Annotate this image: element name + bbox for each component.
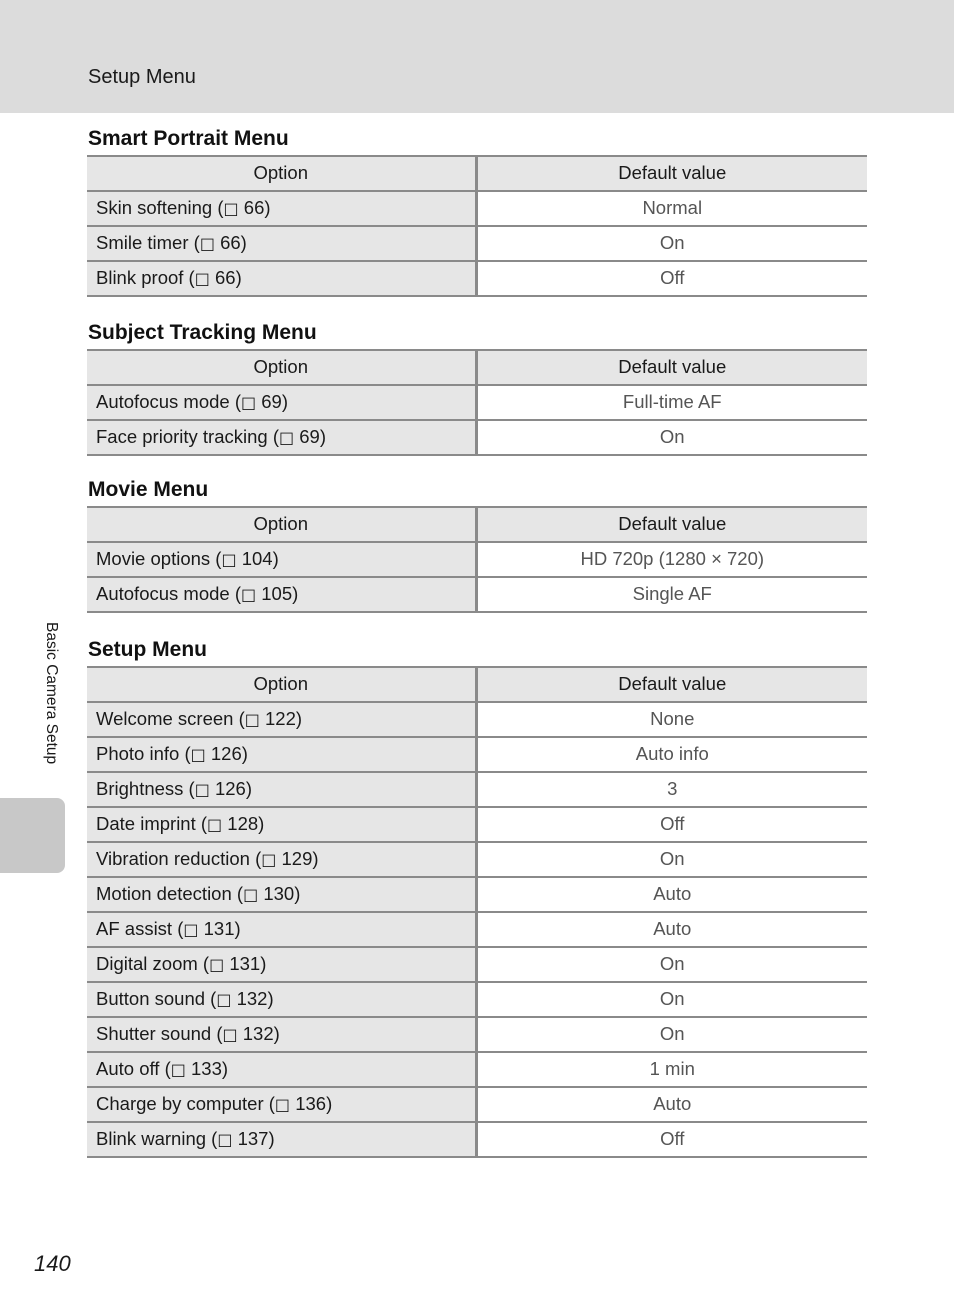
header-band — [0, 0, 954, 113]
option-label: Smile timer ( — [96, 232, 200, 254]
option-label: Button sound ( — [96, 988, 217, 1010]
closing-paren: ) — [264, 197, 271, 219]
column-header-default-value: Default value — [476, 156, 867, 191]
book-reference-icon: □ — [261, 850, 277, 870]
column-header-option: Option — [87, 667, 476, 702]
column-header-default-value: Default value — [476, 350, 867, 385]
option-label: Photo info ( — [96, 743, 191, 765]
closing-paren: ) — [240, 232, 247, 254]
option-label: Motion detection ( — [96, 883, 244, 905]
page-reference: 66 — [243, 197, 265, 219]
page-number: 140 — [34, 1251, 71, 1276]
settings-section — [87, 320, 867, 456]
running-header-title: Setup Menu — [88, 66, 196, 88]
option-cell — [87, 385, 476, 420]
table-row — [87, 1017, 867, 1052]
table-row — [87, 807, 867, 842]
closing-paren: ) — [312, 848, 319, 870]
option-label: Date imprint ( — [96, 813, 208, 835]
table-row — [87, 226, 867, 261]
option-cell — [87, 982, 476, 1017]
column-header-default-value: Default value — [476, 667, 867, 702]
table-row — [87, 385, 867, 420]
table-row — [87, 1087, 867, 1122]
table-row — [87, 877, 867, 912]
default-value-cell: Off — [476, 807, 867, 842]
table-header-row — [87, 507, 867, 542]
settings-section — [87, 637, 867, 1158]
default-value-cell: Full-time AF — [476, 385, 867, 420]
table-header-row — [87, 156, 867, 191]
table-row — [87, 191, 867, 226]
option-cell — [87, 1087, 476, 1122]
option-label: Blink proof ( — [96, 267, 195, 289]
table-header-row — [87, 350, 867, 385]
defaults-table — [87, 349, 867, 456]
defaults-table — [87, 506, 867, 613]
side-tab-marker — [0, 798, 65, 873]
table-row — [87, 577, 867, 612]
closing-paren: ) — [326, 1093, 333, 1115]
option-cell — [87, 842, 476, 877]
option-cell — [87, 912, 476, 947]
option-cell — [87, 1122, 476, 1157]
page-reference: 133 — [191, 1058, 222, 1080]
book-reference-icon: □ — [190, 745, 206, 765]
option-label: Charge by computer ( — [96, 1093, 275, 1115]
default-value-cell: Auto info — [476, 737, 867, 772]
table-row — [87, 420, 867, 455]
settings-section — [87, 477, 867, 613]
default-value-cell: Single AF — [476, 577, 867, 612]
page-reference: 137 — [237, 1128, 269, 1150]
closing-paren: ) — [241, 743, 248, 765]
option-label: Autofocus mode ( — [96, 583, 241, 605]
table-row — [87, 737, 867, 772]
page-reference: 66 — [220, 232, 241, 254]
option-label: Autofocus mode ( — [96, 391, 241, 413]
default-value-cell: Auto — [476, 912, 867, 947]
default-value-cell: Auto — [476, 877, 867, 912]
section-title: Movie Menu — [88, 478, 209, 501]
page-reference: 128 — [227, 813, 259, 835]
default-value-cell: HD 720p (1280 × 720) — [476, 542, 867, 577]
default-value-cell: On — [476, 842, 867, 877]
page-reference: 122 — [265, 708, 296, 730]
option-cell — [87, 807, 476, 842]
book-reference-icon: □ — [199, 234, 215, 254]
option-cell — [87, 420, 476, 455]
default-value-cell: Off — [476, 261, 867, 296]
option-cell — [87, 191, 476, 226]
defaults-table — [87, 155, 867, 297]
book-reference-icon: □ — [207, 815, 223, 835]
page-reference: 126 — [214, 778, 246, 800]
option-label: Movie options ( — [96, 548, 222, 570]
option-cell — [87, 542, 476, 577]
option-label: Brightness ( — [96, 778, 195, 800]
table-row — [87, 912, 867, 947]
option-cell — [87, 226, 476, 261]
book-reference-icon: □ — [243, 885, 259, 905]
page-reference: 126 — [210, 743, 242, 765]
default-value-cell: Off — [476, 1122, 867, 1157]
table-row — [87, 1052, 867, 1087]
book-reference-icon: □ — [279, 428, 295, 448]
page-reference: 131 — [229, 953, 261, 975]
table-row — [87, 702, 867, 737]
page-reference: 136 — [295, 1093, 327, 1115]
closing-paren: ) — [260, 953, 267, 975]
option-label: Digital zoom ( — [96, 953, 210, 975]
book-reference-icon: □ — [221, 550, 237, 570]
closing-paren: ) — [295, 708, 303, 730]
page-reference: 69 — [299, 426, 320, 448]
default-value-cell: Normal — [476, 191, 867, 226]
table-row — [87, 772, 867, 807]
closing-paren: ) — [258, 813, 265, 835]
book-reference-icon: □ — [183, 920, 199, 940]
option-label: Vibration reduction ( — [96, 848, 262, 870]
option-cell — [87, 702, 476, 737]
option-label: Welcome screen ( — [96, 708, 245, 730]
option-label: Face priority tracking ( — [96, 426, 279, 448]
table-row — [87, 542, 867, 577]
default-value-cell: On — [476, 226, 867, 261]
option-cell — [87, 772, 476, 807]
book-reference-icon: □ — [241, 585, 257, 605]
default-value-cell: Auto — [476, 1087, 867, 1122]
page-reference: 104 — [241, 548, 273, 570]
section-title: Setup Menu — [88, 638, 207, 661]
book-reference-icon: □ — [217, 1130, 233, 1150]
option-label: AF assist ( — [96, 918, 184, 940]
page-reference: 130 — [263, 883, 295, 905]
closing-paren: ) — [245, 778, 253, 800]
closing-paren: ) — [267, 988, 274, 1010]
page-reference: 132 — [242, 1023, 274, 1045]
option-cell — [87, 1017, 476, 1052]
book-reference-icon: □ — [194, 780, 210, 800]
table-row — [87, 261, 867, 296]
book-reference-icon: □ — [274, 1095, 291, 1115]
option-label: Skin softening ( — [96, 197, 224, 219]
page-reference: 69 — [261, 391, 282, 413]
default-value-cell: On — [476, 420, 867, 455]
column-header-option: Option — [87, 350, 476, 385]
closing-paren: ) — [221, 1058, 229, 1080]
default-value-cell: On — [476, 982, 867, 1017]
table-row — [87, 1122, 867, 1157]
option-cell — [87, 577, 476, 612]
default-value-cell: On — [476, 947, 867, 982]
closing-paren: ) — [272, 548, 279, 570]
option-cell — [87, 737, 476, 772]
default-value-cell: None — [476, 702, 867, 737]
closing-paren: ) — [319, 426, 327, 448]
book-reference-icon: □ — [244, 710, 260, 730]
page-reference: 131 — [203, 918, 235, 940]
option-label: Blink warning ( — [96, 1128, 218, 1150]
table-row — [87, 982, 867, 1017]
closing-paren: ) — [294, 883, 301, 905]
page-reference: 66 — [214, 267, 236, 289]
default-value-cell: On — [476, 1017, 867, 1052]
closing-paren: ) — [273, 1023, 280, 1045]
section-title: Subject Tracking Menu — [88, 321, 317, 344]
table-header-row — [87, 667, 867, 702]
closing-paren: ) — [281, 391, 289, 413]
section-title: Smart Portrait Menu — [88, 127, 289, 150]
book-reference-icon: □ — [216, 990, 232, 1010]
option-cell — [87, 261, 476, 296]
book-reference-icon: □ — [170, 1060, 186, 1080]
default-value-cell: 3 — [476, 772, 867, 807]
option-cell — [87, 1052, 476, 1087]
settings-section — [87, 126, 867, 297]
page-reference: 132 — [236, 988, 268, 1010]
side-tab-label: Basic Camera Setup — [43, 622, 60, 765]
option-label: Shutter sound ( — [96, 1023, 223, 1045]
page-reference: 129 — [281, 848, 313, 870]
table-row — [87, 842, 867, 877]
default-value-cell: 1 min — [476, 1052, 867, 1087]
book-reference-icon: □ — [241, 393, 257, 413]
option-cell — [87, 947, 476, 982]
defaults-table — [87, 666, 867, 1158]
page-reference: 105 — [261, 583, 293, 605]
closing-paren: ) — [268, 1128, 275, 1150]
option-cell — [87, 877, 476, 912]
column-header-option: Option — [87, 156, 476, 191]
column-header-default-value: Default value — [476, 507, 867, 542]
book-reference-icon: □ — [194, 269, 210, 289]
book-reference-icon: □ — [222, 1025, 238, 1045]
book-reference-icon: □ — [209, 955, 225, 975]
closing-paren: ) — [235, 267, 242, 289]
closing-paren: ) — [234, 918, 241, 940]
option-label: Auto off ( — [96, 1058, 171, 1080]
book-reference-icon: □ — [223, 199, 239, 219]
column-header-option: Option — [87, 507, 476, 542]
closing-paren: ) — [292, 583, 299, 605]
table-row — [87, 947, 867, 982]
